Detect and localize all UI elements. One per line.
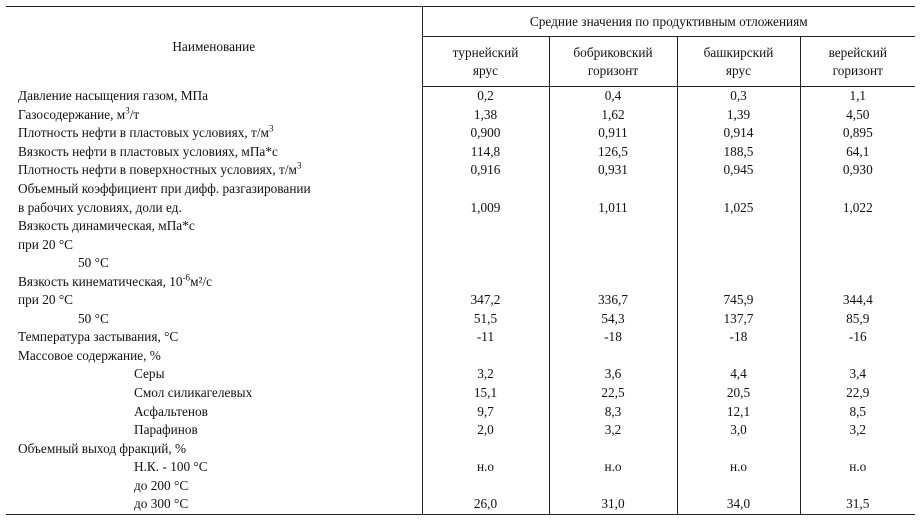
value-cell: 114,8 [422, 143, 549, 162]
column-header-vereisky: верейский горизонт [800, 37, 915, 87]
row-label-text: до 300 °С [134, 496, 189, 512]
row-label [6, 402, 422, 421]
row-label-text: 50 °С [78, 255, 109, 271]
value-cell [800, 272, 915, 291]
value-cell [677, 272, 800, 291]
table-row [6, 180, 915, 199]
value-cell [549, 439, 677, 458]
value-cell: 15,1 [422, 384, 549, 403]
value-cell: 1,009 [422, 198, 549, 217]
row-label-text: 50 °С [78, 310, 109, 326]
row-label-text: Объемный коэффициент при дифф. разгазировании [18, 181, 311, 196]
header-row-1 [6, 7, 915, 37]
row-label-superscript: -6 [182, 272, 191, 283]
value-cell: 188,5 [677, 143, 800, 162]
row-label-text: в рабочих условиях, доли ед. [18, 199, 182, 215]
table-row [6, 402, 915, 421]
row-label [6, 161, 422, 180]
value-cell: 1,022 [842, 199, 873, 215]
value-cell: 0,911 [549, 124, 677, 143]
value-cell: 1,025 [677, 198, 800, 217]
value-cell [677, 439, 800, 458]
table-row [6, 310, 915, 329]
row-label [6, 495, 422, 514]
value-cell: -18 [549, 328, 677, 347]
value-cell: 1,62 [549, 106, 677, 125]
value-cell: 336,7 [549, 291, 677, 310]
row-label [6, 106, 422, 125]
group-header: Средние значения по продуктивным отложениям [422, 7, 915, 37]
value-cell: 34,0 [677, 495, 800, 514]
table-row [6, 272, 915, 291]
value-cell: 22,9 [846, 385, 870, 401]
table-row [6, 458, 915, 477]
row-label-text: при 20 °С [18, 292, 74, 308]
row-label-superscript: 3 [268, 123, 274, 134]
value-cell: 20,5 [677, 384, 800, 403]
value-cell: 2,0 [422, 421, 549, 440]
row-label [6, 272, 422, 291]
oil-properties-table [6, 6, 915, 515]
value-cell: н.о [677, 458, 800, 477]
value-cell [422, 476, 549, 495]
value-cell: 64,1 [846, 143, 870, 159]
value-cell [549, 272, 677, 291]
value-cell: 4,50 [846, 106, 870, 122]
row-label-text: Температура застывания, °С [18, 329, 179, 345]
value-cell: 54,3 [549, 310, 677, 329]
row-label-text: Вязкость кинематическая, 10 [18, 273, 183, 289]
column-header-bobrikovsky: бобриковский горизонт [549, 37, 677, 87]
value-cell: 347,2 [422, 291, 549, 310]
row-label-text: Вязкость нефти в пластовых условиях, мПа*с [18, 143, 278, 159]
value-cell: 3,2 [549, 421, 677, 440]
row-label-suffix: м²/с [190, 273, 213, 289]
table-row [6, 143, 915, 162]
value-cell: 0,900 [422, 124, 549, 143]
value-cell: 85,9 [846, 310, 870, 326]
value-cell: 0,4 [549, 87, 677, 106]
value-cell [549, 217, 677, 236]
value-cell [800, 235, 915, 254]
value-cell: 1,38 [422, 106, 549, 125]
row-label-text: Плотность нефти в пластовых условиях, т/м [18, 125, 269, 141]
row-label-text: Парафинов [134, 422, 198, 438]
row-label [6, 476, 422, 495]
value-cell: 9,7 [422, 402, 549, 421]
value-cell: 0,2 [422, 87, 549, 106]
row-label-text: до 200 °С [134, 477, 189, 493]
value-cell [422, 439, 549, 458]
value-cell: 0,916 [422, 161, 549, 180]
value-cell: 126,5 [549, 143, 677, 162]
value-cell: 0,930 [842, 162, 873, 178]
row-label-text: Серы [134, 366, 165, 382]
value-cell [677, 254, 800, 273]
value-cell: 1,1 [849, 88, 867, 104]
value-cell [800, 180, 915, 199]
row-label [6, 180, 422, 199]
row-label [6, 87, 422, 106]
value-cell [549, 254, 677, 273]
column-header-tournaisian: турнейский ярус [422, 37, 549, 87]
name-column-header: Наименование [6, 7, 422, 87]
value-cell: 0,895 [842, 125, 873, 141]
value-cell: 0,945 [677, 161, 800, 180]
row-label-text: Объемный выход фракций, % [18, 440, 187, 456]
value-cell: 12,1 [677, 402, 800, 421]
value-cell [800, 217, 915, 236]
value-cell [677, 235, 800, 254]
value-cell: -11 [422, 328, 549, 347]
row-label [6, 439, 422, 458]
value-cell [800, 476, 915, 495]
table-row [6, 217, 915, 236]
value-cell: 51,5 [422, 310, 549, 329]
value-cell: 3,6 [549, 365, 677, 384]
table-row [6, 235, 915, 254]
table-row [6, 106, 915, 125]
value-cell: 1,39 [677, 106, 800, 125]
value-cell: н.о [849, 459, 867, 475]
table-body [6, 87, 915, 515]
row-label [6, 217, 422, 236]
row-label-text: Давление насыщения газом, МПа [18, 88, 209, 104]
table-row [6, 421, 915, 440]
value-cell [422, 347, 549, 366]
table-row [6, 124, 915, 143]
row-label-text: Асфальтенов [134, 403, 208, 419]
value-cell: 0,3 [677, 87, 800, 106]
row-label-suffix: /т [129, 106, 140, 122]
value-cell [422, 217, 549, 236]
value-cell: 3,0 [677, 421, 800, 440]
value-cell [677, 476, 800, 495]
value-cell [800, 347, 915, 366]
row-label-superscript: 3 [296, 161, 302, 172]
value-cell [677, 217, 800, 236]
table-row [6, 365, 915, 384]
row-label [6, 347, 422, 366]
row-label-text: Вязкость динамическая, мПа*с [18, 218, 195, 234]
value-cell: 3,2 [849, 422, 867, 438]
table-row [6, 495, 915, 514]
value-cell: 3,2 [422, 365, 549, 384]
value-cell: 745,9 [677, 291, 800, 310]
value-cell: 8,5 [849, 403, 867, 419]
table-row [6, 476, 915, 495]
value-cell [422, 272, 549, 291]
value-cell: 8,3 [549, 402, 677, 421]
row-label [6, 254, 422, 273]
table-row [6, 161, 915, 180]
value-cell: 26,0 [422, 495, 549, 514]
table-row [6, 328, 915, 347]
row-label-text: Газосодержание, м [18, 106, 126, 122]
value-cell: 22,5 [549, 384, 677, 403]
row-label-text: Смол силикагелевых [134, 385, 253, 401]
value-cell: 3,4 [849, 366, 867, 382]
value-cell [422, 180, 549, 199]
value-cell [677, 180, 800, 199]
value-cell [549, 180, 677, 199]
row-label [6, 143, 422, 162]
row-label [6, 384, 422, 403]
value-cell: 31,5 [800, 495, 915, 514]
row-label [6, 365, 422, 384]
table-row [6, 291, 915, 310]
row-label-text: Плотность нефти в поверхностных условиях, т/м [18, 162, 297, 178]
value-cell: -18 [677, 328, 800, 347]
value-cell: -16 [848, 329, 867, 345]
value-cell: 0,931 [549, 161, 677, 180]
row-label [6, 235, 422, 254]
value-cell: 137,7 [677, 310, 800, 329]
value-cell [677, 347, 800, 366]
table-row [6, 198, 915, 217]
value-cell [549, 476, 677, 495]
row-label-text: Массовое содержание, % [18, 347, 161, 363]
table-row [6, 254, 915, 273]
value-cell [800, 254, 915, 273]
table-row [6, 439, 915, 458]
value-cell: 0,914 [677, 124, 800, 143]
value-cell: 31,0 [549, 495, 677, 514]
row-label-text: Н.К. - 100 °С [134, 459, 208, 475]
row-label-superscript: 3 [125, 105, 130, 116]
value-cell: 1,011 [549, 198, 677, 217]
row-label [6, 310, 422, 329]
table-row [6, 347, 915, 366]
row-label [6, 328, 422, 347]
table-row [6, 87, 915, 106]
table-row [6, 384, 915, 403]
value-cell: н.о [422, 458, 549, 477]
value-cell [422, 235, 549, 254]
row-label [6, 291, 422, 310]
value-cell [549, 235, 677, 254]
row-label [6, 458, 422, 477]
row-label-text: при 20 °С [18, 236, 74, 252]
value-cell: 344,4 [842, 292, 873, 308]
value-cell: н.о [549, 458, 677, 477]
column-header-bashkirian: башкирский ярус [677, 37, 800, 87]
value-cell: 4,4 [677, 365, 800, 384]
row-label [6, 421, 422, 440]
value-cell [422, 254, 549, 273]
row-label [6, 124, 422, 143]
value-cell [800, 439, 915, 458]
value-cell [549, 347, 677, 366]
row-label [6, 198, 422, 217]
